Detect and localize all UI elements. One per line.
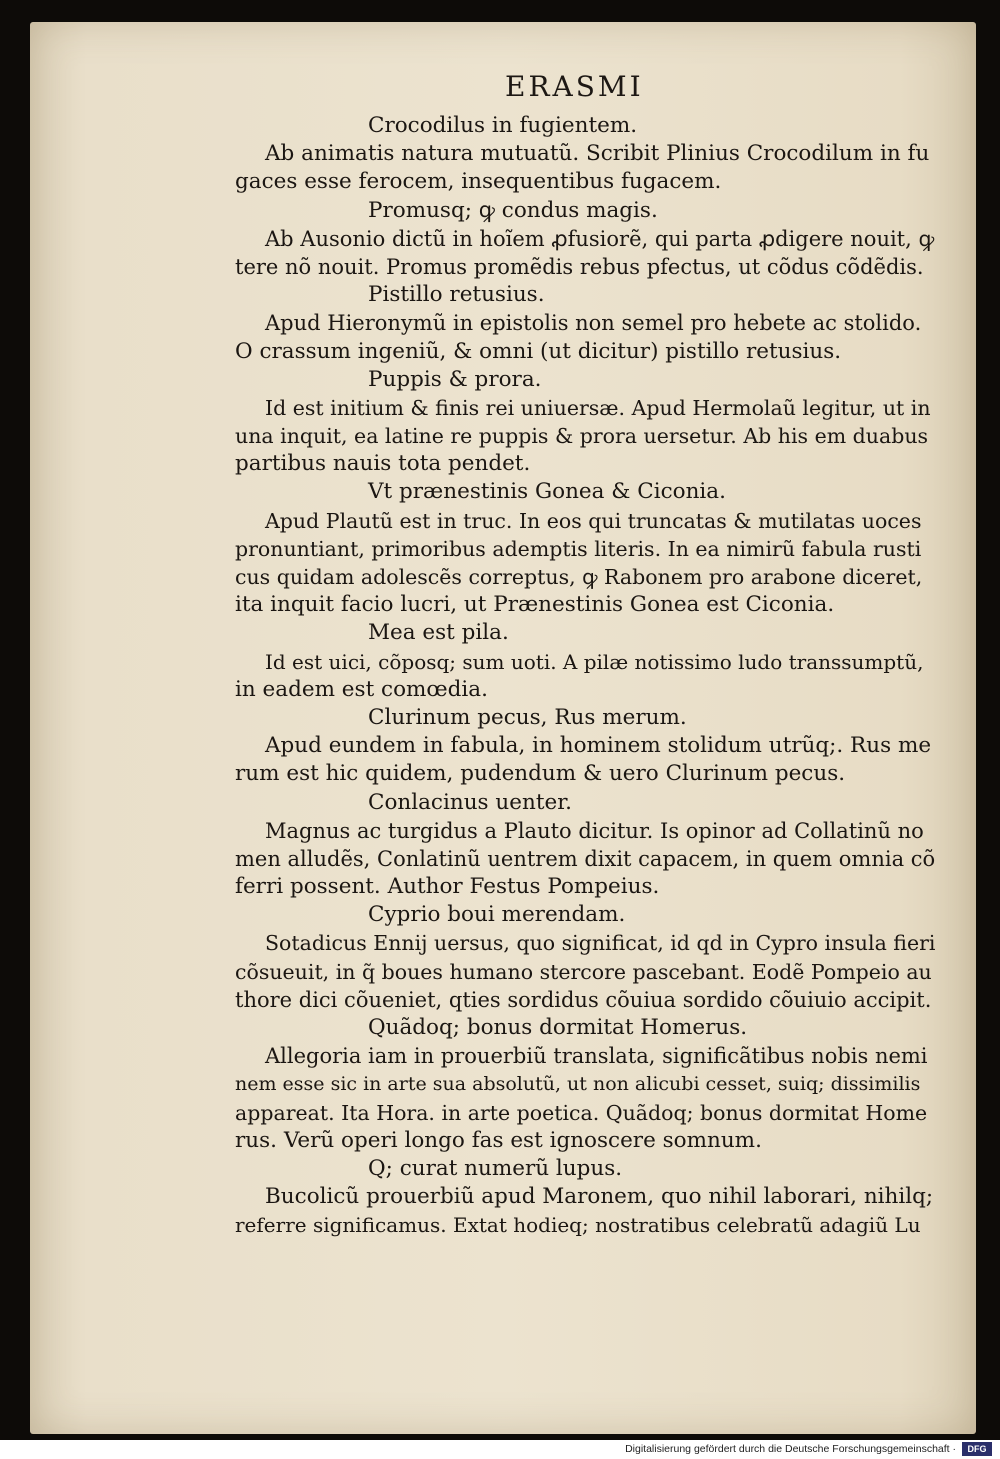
text-line: Apud eundem in fabula, in hominem stolidum utrũq;. Rus me bbox=[265, 733, 932, 759]
text-line: Ab Ausonio dictũ in hoĩem ꝓfusiorẽ, qui parta ꝓdigere nouit, ꝙ bbox=[265, 226, 935, 251]
text-line: Ab animatis natura mutuatũ. Scribit Plinius Crocodilum in fu bbox=[265, 141, 930, 167]
text-line: in eadem est comœdia. bbox=[235, 676, 488, 702]
text-line: referre significamus. Extat hodieq; nostratibus celebratũ adagiũ Lu bbox=[235, 1213, 921, 1238]
text-line: Sotadicus Ennij uersus, quo significat, id qd in Cypro insula fieri bbox=[265, 931, 936, 956]
adage-title: Mea est pila. bbox=[368, 620, 509, 646]
text-line: Bucolicũ prouerbiũ apud Maronem, quo nihil laborari, nihilq; bbox=[265, 1184, 934, 1210]
text-line: una inquit, ea latine re puppis & prora uersetur. Ab his em duabus bbox=[235, 424, 929, 449]
text-line: cõsueuit, in q̃ boues humano stercore pascebant. Eodẽ Pompeio au bbox=[235, 959, 932, 984]
text-line: Apud Hieronymũ in epistolis non semel pro hebete ac stolido. bbox=[265, 311, 922, 336]
adage-title: Conlacinus uenter. bbox=[368, 789, 572, 815]
running-title: ERASMI bbox=[505, 70, 644, 103]
adage-title: Clurinum pecus, Rus merum. bbox=[368, 704, 687, 730]
adage-title: Puppis & prora. bbox=[368, 366, 542, 392]
text-line: Id est initium & finis rei uniuersæ. Apud Hermolaũ legitur, ut in bbox=[265, 395, 931, 420]
page-text bbox=[235, 112, 935, 1240]
digitization-credit: Digitalisierung gefördert durch die Deutsche Forschungsgemeinschaft · bbox=[625, 1443, 956, 1455]
text-line: rus. Verũ operi longo fas est ignoscere somnum. bbox=[235, 1127, 762, 1153]
adage-title: Pistillo retusius. bbox=[368, 282, 545, 308]
adage-title: Cyprio boui merendam. bbox=[368, 902, 626, 928]
text-line: partibus nauis tota pendet. bbox=[235, 451, 531, 477]
adage-title: Crocodilus in fugientem. bbox=[368, 113, 638, 138]
text-line: ferri possent. Author Festus Pompeius. bbox=[235, 874, 660, 900]
text-line: nem esse sic in arte sua absolutũ, ut non alicubi cesset, suiq; dissimilis bbox=[235, 1073, 921, 1096]
adage-title: Quãdoq; bonus dormitat Homerus. bbox=[368, 1015, 748, 1040]
text-line: pronuntiant, primoribus ademptis literis. In ea nimirũ fabula rusti bbox=[235, 536, 922, 561]
text-line: ita inquit facio lucri, ut Prænestinis Gonea est Ciconia. bbox=[235, 592, 835, 618]
text-line: Magnus ac turgidus a Plauto dicitur. Is opinor ad Collatinũ no bbox=[265, 818, 924, 843]
adage-title: Promusq; ꝙ condus magis. bbox=[368, 197, 658, 223]
text-line: tere nõ nouit. Promus promẽdis rebus pfectus, ut cõdus cõdẽdis. bbox=[235, 254, 924, 279]
dfg-logo: DFG bbox=[962, 1442, 992, 1456]
text-line: Id est uici, cõposq; sum uoti. A pilæ notissimo ludo transsumptũ, bbox=[265, 649, 924, 674]
text-line: men alludẽs, Conlatinũ uentrem dixit capacem, in quem omnia cõ bbox=[235, 846, 936, 871]
text-line: Allegoria iam in prouerbiũ translata, significãtibus nobis nemi bbox=[265, 1044, 928, 1069]
text-line: appareat. Ita Hora. in arte poetica. Quãdoq; bonus dormitat Home bbox=[235, 1100, 928, 1125]
adage-title: Q; curat numerũ lupus. bbox=[368, 1155, 623, 1181]
text-line: cus quidam adolescẽs correptus, ꝙ Rabonem pro arabone diceret, bbox=[235, 565, 923, 589]
text-line: thore dici cõueniet, qties sordidus cõuiua sordido cõuiuio accipit. bbox=[235, 987, 932, 1012]
footer-bar bbox=[0, 1440, 1000, 1459]
text-line: O crassum ingeniũ, & omni (ut dicitur) pistillo retusius. bbox=[235, 338, 842, 364]
text-line: rum est hic quidem, pudendum & uero Clurinum pecus. bbox=[235, 761, 846, 787]
text-line: Apud Plautũ est in truc. In eos qui truncatas & mutilatas uoces bbox=[265, 508, 922, 533]
text-line: gaces esse ferocem, insequentibus fugacem. bbox=[235, 169, 722, 195]
adage-title: Vt prænestinis Gonea & Ciconia. bbox=[368, 479, 726, 505]
